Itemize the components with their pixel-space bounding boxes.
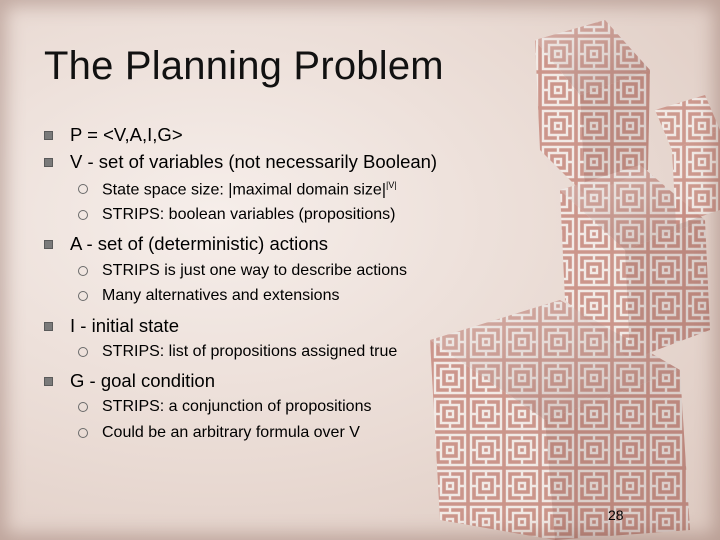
circle-bullet-icon [78,347,88,357]
bullet-text: I - initial state [70,315,179,336]
page-number: 28 [608,507,624,523]
bullet-item [70,315,179,337]
slide-title: The Planning Problem [44,44,444,88]
sub-bullet-item [102,343,397,361]
sub-bullet-text: STRIPS is just one way to describe actions [102,262,408,279]
bullet-item [70,370,215,392]
sub-bullet-text: Could be an arbitrary formula over V [102,424,360,441]
bullet-item [70,233,328,255]
bullet-text: G - goal condition [70,370,216,391]
square-bullet-icon [44,377,53,386]
square-bullet-icon [44,158,53,167]
square-bullet-icon [44,240,53,249]
sub-bullet-item [102,206,395,224]
circle-bullet-icon [78,184,88,194]
sub-bullet-item [102,424,360,442]
bullet-item [70,151,437,173]
circle-bullet-icon [78,402,88,412]
square-bullet-icon [44,322,53,331]
circle-bullet-icon [78,428,88,438]
sub-bullet-item [102,287,339,305]
sub-bullet-item [102,398,371,416]
sub-bullet-text: STRIPS: boolean variables (propositions) [102,206,396,223]
sub-bullet-text: State space size: |maximal domain size| [102,181,386,199]
circle-bullet-icon [78,266,88,276]
bullet-text: A - set of (deterministic) actions [70,233,329,254]
circle-bullet-icon [78,210,88,220]
sub-bullet-text: STRIPS: a conjunction of propositions [102,398,372,415]
superscript: |V| [385,180,397,190]
sub-bullet-item [102,180,397,199]
bullet-item [70,124,183,146]
bullet-text: P = <V,A,I,G> [70,124,183,145]
square-bullet-icon [44,131,53,140]
sub-bullet-item [102,262,407,280]
bullet-text: V - set of variables (not necessarily Boolean) [70,151,438,172]
sub-bullet-text: STRIPS: list of propositions assigned true [102,343,398,360]
circle-bullet-icon [78,291,88,301]
sub-bullet-text: Many alternatives and extensions [102,287,340,304]
